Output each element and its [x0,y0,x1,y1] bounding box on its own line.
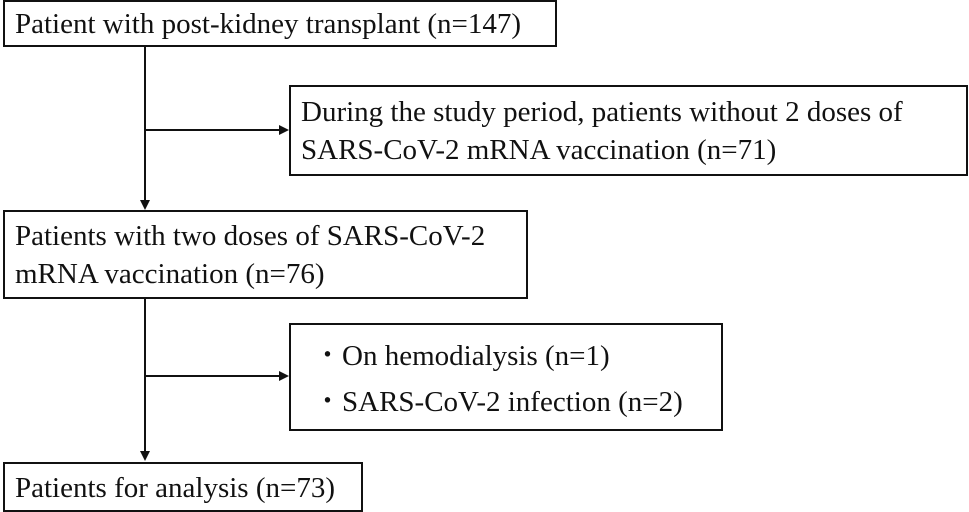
arrow-down-1 [140,200,150,210]
box-vaccinated [3,210,528,299]
box-analysis [3,462,363,512]
box-enrolled-text: Patient with post-kidney transplant (n=147) [15,8,522,40]
connector-horizontal-1 [145,129,280,131]
arrow-right-2 [279,371,289,381]
box-excluded-vaccination [289,85,968,176]
bullet-icon: ・ [313,340,343,372]
box-enrolled [3,0,557,47]
box-analysis-text: Patients for analysis (n=73) [15,472,335,504]
connector-vertical-1 [144,47,146,202]
box-vaccinated-line1: Patients with two doses of SARS-CoV-2 [15,220,486,252]
arrow-down-2 [140,451,150,461]
bullet-icon: ・ [313,386,343,418]
box-vaccinated-line2: mRNA vaccination (n=76) [15,258,325,290]
arrow-right-1 [279,125,289,135]
exclusion-item-hemodialysis: ・On hemodialysis (n=1) [313,340,610,372]
box-excluded-vaccination-line2: SARS-CoV-2 mRNA vaccination (n=71) [301,134,777,166]
exclusion-item-infection: ・SARS-CoV-2 infection (n=2) [313,386,683,418]
box-excluded-vaccination-line1: During the study period, patients without 2 doses of [301,96,903,128]
connector-horizontal-2 [145,375,280,377]
box-excluded-other [289,323,723,431]
